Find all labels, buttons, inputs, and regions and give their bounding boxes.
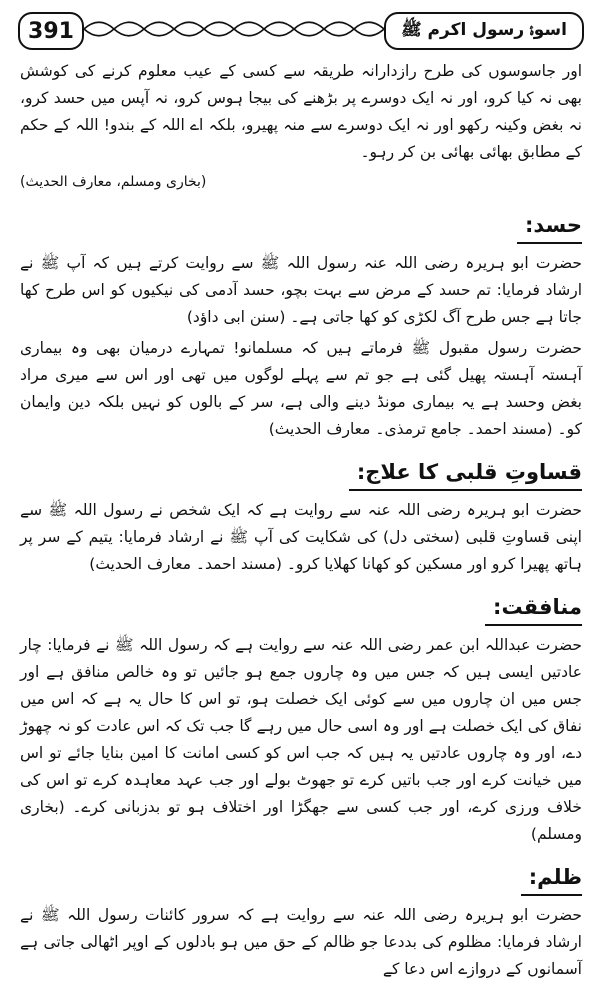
paragraph: حضرت ابو ہریرہ رضی اللہ عنہ سے روایت ہے کہ سرور کائنات رسول اللہ ﷺ نے ارشاد فرمایا: مظلوم کی بددعا جو ظالم کے حق میں ہو بادلوں کے اوپر اٹھالی جاتی ہے آسمانوں کے دروازے اس دعا کے (20, 906, 582, 978)
section-hasad (20, 200, 582, 443)
intro-reference: (بخاری ومسلم، معارف الحدیث) (20, 174, 207, 190)
book-title: اسوۂ رسول اکرم ﷺ (384, 12, 584, 50)
paragraph: حضرت عبداللہ ابن عمر رضی اللہ عنہ سے روایت ہے کہ رسول اللہ ﷺ نے فرمایا: چار عادتیں ایسی ہیں کہ جس میں وہ چاروں جمع ہو جائیں تو وہ خالص منافق ہے اور جس میں ان چاروں میں سے کوئی ایک خصلت ہو، تو اس کا حال یہ ہے کہ اس میں نفاق کی ایک خصلت ہے اور وہ اسی حال میں رہے گا جب تک کہ اس عادت کو نہ چھوڑ دے، اور وہ چاروں عادتیں یہ ہیں کہ جب اس کو کسی امانت کا امین بنایا جائے تو اس میں خیانت کرے اور جب باتیں کرے تو جھوٹ بولے اور جب عہد معاہدہ کرے تو اس کی خلاف ورزی کرے، اور جب کسی سے جھگڑا اور اختلاف ہو تو بدزبانی کرے۔ (بخاری ومسلم) (20, 636, 582, 843)
page-number: 391 (18, 12, 84, 50)
page-content (20, 58, 582, 987)
section-zulm (20, 852, 582, 983)
paragraph: حضرت ابو ہریرہ رضی اللہ عنہ رسول اللہ ﷺ سے روایت کرتے ہیں کہ آپ ﷺ نے ارشاد فرمایا: تم حسد کے مرض سے بہت بچو، حسد آدمی کی نیکیوں کو اس طرح کھا جاتا ہے جس طرح آگ لکڑی کو کھا جاتی ہے۔ (سنن ابی داؤد) (20, 254, 582, 326)
section-munafiqat (20, 582, 582, 848)
section-heading: قساوتِ قلبی کا علاج: (349, 457, 582, 491)
page-header (18, 10, 584, 50)
paragraph: حضرت رسول مقبول ﷺ فرماتے ہیں کہ مسلمانو! تمہارے درمیان بھی وہ بیماری آہستہ آہستہ پھیل گئی ہے جو تم سے پہلے لوگوں میں تھی اور اس سے میری مراد بغض وحسد ہے یہ بیماری مونڈ دینے والی ہے، سر کے بالوں کو نہیں بلکہ دین وایمان کو۔ (مسند احمد۔ جامع ترمذی۔ معارف الحدیث) (20, 339, 582, 438)
paragraph: حضرت ابو ہریرہ رضی اللہ عنہ سے روایت ہے کہ ایک شخص نے رسول اللہ ﷺ سے اپنی قساوتِ قلبی (سختی دل) کی شکایت کی آپ ﷺ نے ارشاد فرمایا: یتیم کے سر پر ہاتھ پھیرا کرو اور مسکین کو کھانا کھلایا کرو۔ (مسند احمد۔ معارف الحدیث) (20, 501, 582, 573)
ornament-border-icon (84, 20, 384, 38)
section-heading: منافقت: (485, 592, 582, 626)
section-heading: حسد: (517, 210, 582, 244)
intro-paragraph: اور جاسوسوں کی طرح رازدارانہ طریقہ سے کسی کے عیب معلوم کرنے کی کوشش بھی نہ کیا کرو، اور نہ ایک دوسرے پر بڑھنے کی بیجا ہوس کرو، نہ آپس میں حسد کرو، نہ بغض وکینہ رکھو اور نہ ایک دوسرے سے منہ پھیرو، بلکہ اے اللہ کے بندو! اللہ کے حکم کے مطابق بھائی بھائی بن کر رہو۔ (20, 62, 582, 161)
section-heading: ظلم: (521, 862, 582, 896)
section-qasawat (20, 447, 582, 578)
